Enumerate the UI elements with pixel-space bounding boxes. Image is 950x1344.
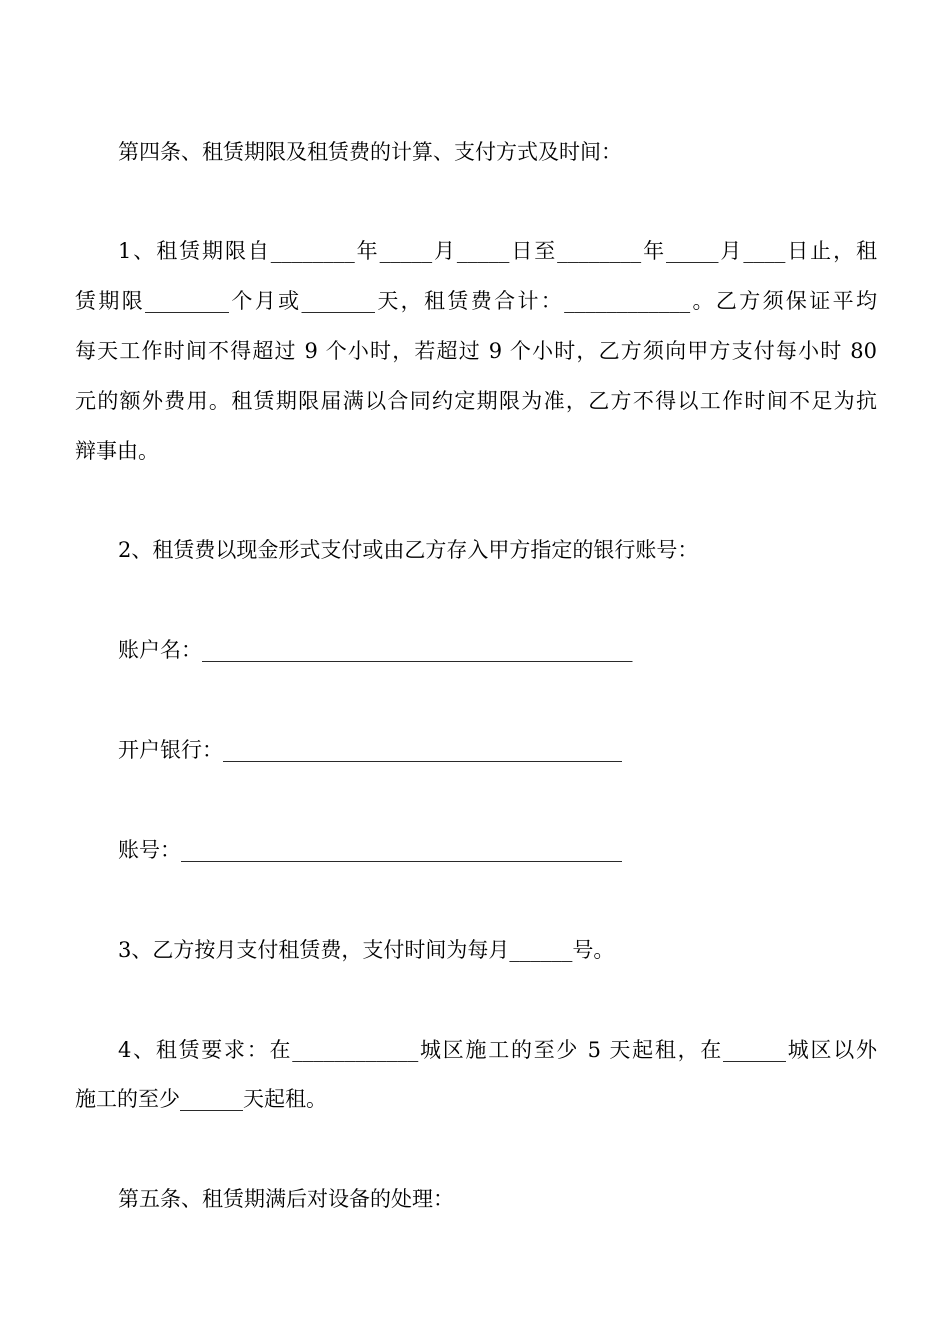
item-1-line-3: 每天工作时间不得超过 9 个小时，若超过 9 个小时，乙方须向甲方支付每小时 80 xyxy=(75,339,877,363)
item-4-line-2: 施工的至少______天起租。 xyxy=(75,1087,327,1111)
item-3-text: 3、乙方按月支付租赁费，支付时间为每月______号。 xyxy=(118,938,615,962)
section-5-heading: 第五条、租赁期满后对设备的处理： xyxy=(118,1187,454,1211)
item-2-text: 2、租赁费以现金形式支付或由乙方存入甲方指定的银行账号： xyxy=(118,538,699,562)
section-4-heading: 第四条、租赁期限及租赁费的计算、支付方式及时间： xyxy=(118,140,622,164)
item-1-line-4: 元的额外费用。租赁期限届满以合同约定期限为准，乙方不得以工作时间不足为抗 xyxy=(75,389,877,413)
item-4-line-1: 4、租赁要求：在____________城区施工的至少 5 天起租，在______城区以外 xyxy=(118,1038,877,1062)
account-name-field: 账户名：_________________________________________ xyxy=(118,638,633,662)
item-1-line-2: 赁期限________个月或_______天，租赁费合计：____________。乙方须保证平均 xyxy=(75,289,877,313)
account-number-field: 账号：__________________________________________ xyxy=(118,838,622,862)
item-1-line-5: 辩事由。 xyxy=(75,439,159,463)
bank-name-field: 开户银行：______________________________________ xyxy=(118,738,622,762)
item-1-line-1: 1、租赁期限自________年_____月_____日至________年_____月____日止，租 xyxy=(118,239,877,263)
